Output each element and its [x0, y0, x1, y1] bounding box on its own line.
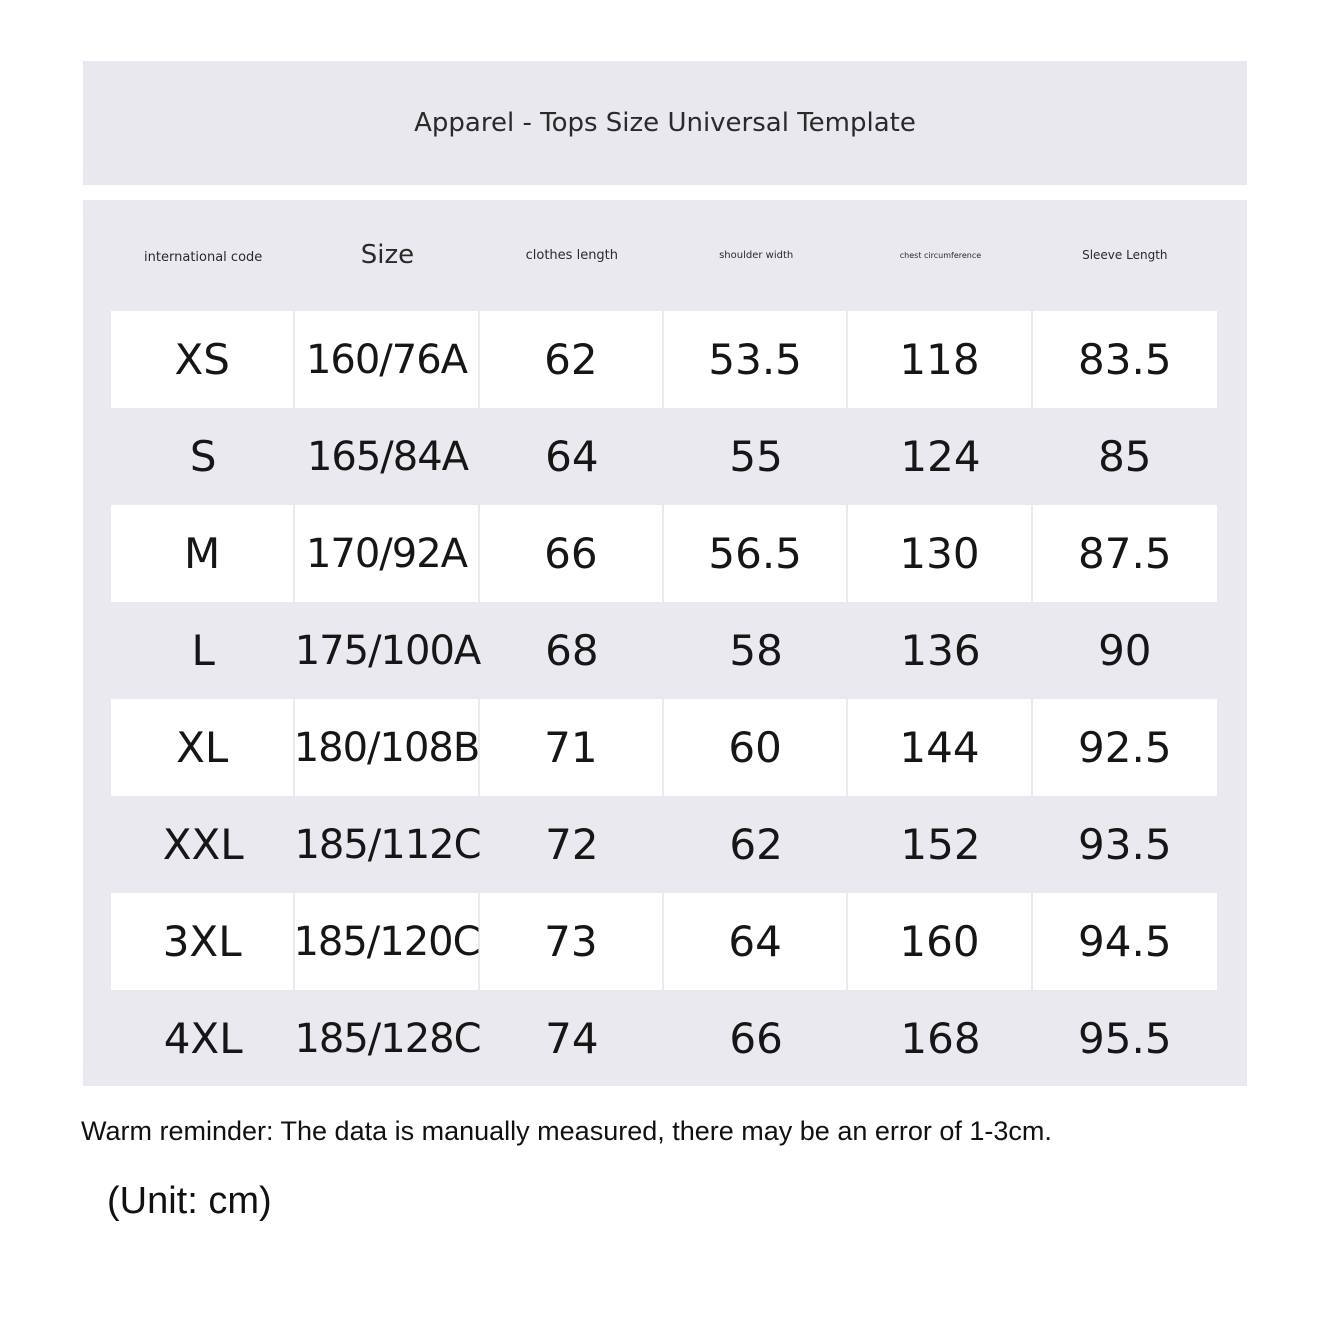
cell-shoulder-width: 62	[729, 820, 783, 869]
table-header-row	[111, 200, 1217, 310]
cell-sleeve-length: 90	[1098, 626, 1152, 675]
cell-sleeve-length: 95.5	[1078, 1014, 1172, 1063]
table-row	[111, 505, 1217, 602]
cell-size: 175/100A	[294, 627, 481, 674]
cell-international-code: XS	[111, 311, 295, 408]
cell-shoulder-width: 64	[664, 893, 848, 990]
cell-chest-circumference: 130	[848, 505, 1032, 602]
cell-clothes-length: 71	[480, 699, 664, 796]
cell-sleeve-length: 93.5	[1078, 820, 1172, 869]
cell-international-code: 3XL	[111, 893, 295, 990]
cell-clothes-length: 72	[545, 820, 599, 869]
cell-sleeve-length: 94.5	[1033, 893, 1217, 990]
cell-chest-circumference: 152	[900, 820, 981, 869]
cell-size: 165/84A	[306, 433, 469, 480]
cell-chest-circumference: 124	[900, 432, 981, 481]
table-body	[111, 311, 1217, 1087]
table-row	[111, 893, 1217, 990]
cell-international-code: S	[189, 432, 217, 481]
cell-size: 185/128C	[294, 1015, 481, 1062]
cell-clothes-length: 73	[480, 893, 664, 990]
page-title: Apparel - Tops Size Universal Template	[414, 108, 916, 138]
cell-clothes-length: 74	[545, 1014, 599, 1063]
cell-clothes-length: 66	[480, 505, 664, 602]
cell-international-code: M	[111, 505, 295, 602]
table-row	[111, 408, 1217, 505]
measurement-reminder: Warm reminder: The data is manually measured, there may be an error of 1-3cm.	[81, 1116, 1052, 1146]
cell-international-code: L	[191, 626, 215, 675]
cell-chest-circumference: 168	[900, 1014, 981, 1063]
header-sleeve-length: Sleeve Length	[1082, 248, 1168, 262]
cell-chest-circumference: 136	[900, 626, 981, 675]
cell-shoulder-width: 58	[729, 626, 783, 675]
cell-size: 160/76A	[295, 311, 479, 408]
table-row	[111, 602, 1217, 699]
table-row	[111, 990, 1217, 1087]
cell-shoulder-width: 60	[664, 699, 848, 796]
header-size: Size	[360, 240, 415, 270]
cell-clothes-length: 68	[545, 626, 599, 675]
header-chest-circumference: chest circumference	[899, 250, 982, 260]
cell-sleeve-length: 92.5	[1033, 699, 1217, 796]
cell-shoulder-width: 55	[729, 432, 783, 481]
cell-sleeve-length: 87.5	[1033, 505, 1217, 602]
cell-chest-circumference: 160	[848, 893, 1032, 990]
cell-size: 180/108B	[295, 699, 479, 796]
cell-size: 185/120C	[295, 893, 479, 990]
unit-note: (Unit: cm)	[107, 1180, 272, 1222]
cell-chest-circumference: 144	[848, 699, 1032, 796]
table-row	[111, 796, 1217, 893]
header-clothes-length: clothes length	[525, 247, 619, 263]
cell-chest-circumference: 118	[848, 311, 1032, 408]
cell-international-code: XXL	[162, 820, 244, 869]
cell-clothes-length: 62	[480, 311, 664, 408]
cell-shoulder-width: 66	[729, 1014, 783, 1063]
cell-international-code: XL	[111, 699, 295, 796]
title-bar	[83, 61, 1247, 185]
header-shoulder-width: shoulder width	[719, 249, 794, 261]
cell-sleeve-length: 85	[1098, 432, 1152, 481]
size-table	[83, 200, 1247, 1086]
table-row	[111, 699, 1217, 796]
cell-size: 185/112C	[294, 821, 481, 868]
table-row	[111, 311, 1217, 408]
header-international-code: international code	[144, 249, 263, 265]
cell-size: 170/92A	[295, 505, 479, 602]
cell-sleeve-length: 83.5	[1033, 311, 1217, 408]
cell-shoulder-width: 53.5	[664, 311, 848, 408]
cell-clothes-length: 64	[545, 432, 599, 481]
cell-shoulder-width: 56.5	[664, 505, 848, 602]
cell-international-code: 4XL	[163, 1014, 243, 1063]
